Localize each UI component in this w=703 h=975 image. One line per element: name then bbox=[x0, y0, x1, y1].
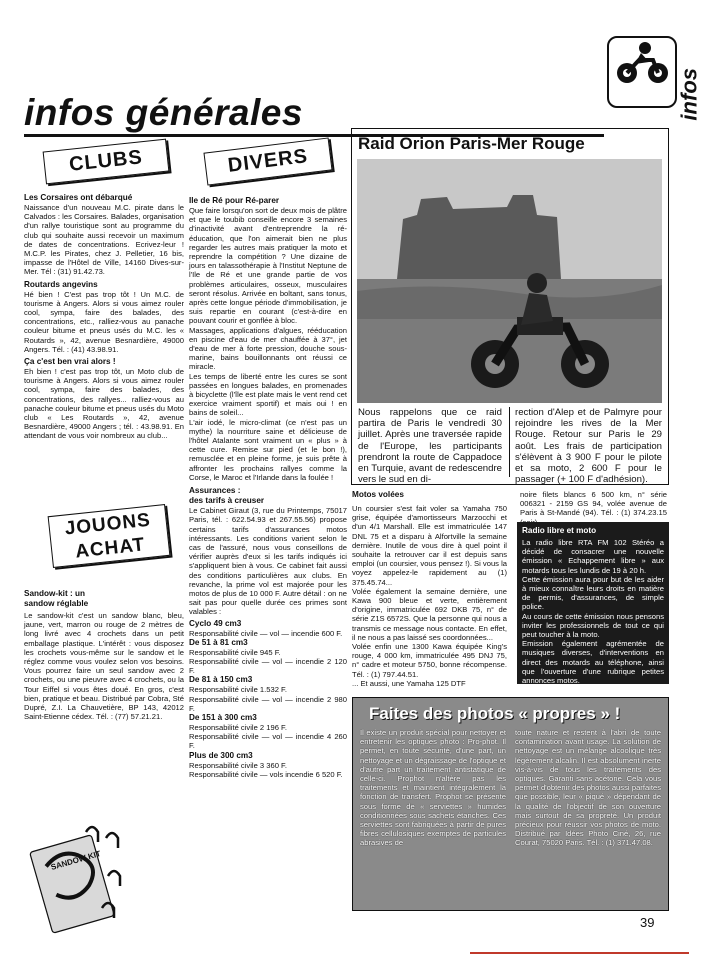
photos-title: Faites des photos « propres » ! bbox=[369, 704, 621, 723]
article-headline: des tarifs à creuser bbox=[189, 496, 265, 506]
stamp-line: ACHAT bbox=[74, 534, 147, 563]
divers-column bbox=[189, 196, 347, 779]
article-body: Emission également agrémentée de musiques diverses, d'interventions en direct des motards au téléphone, ainsi que l'ouverture d'une rubrique petites annonces motos. bbox=[522, 639, 664, 686]
article-headline: Motos volées bbox=[352, 490, 404, 499]
masthead-title: infos générales bbox=[24, 92, 303, 133]
article-body: Le Cabinet Giraut (3, rue du Printemps, 75017 Paris, tél. : 622.54.93 et 267.55.56) propose certains tarifs d'assurances motos intéressants. Les conditions varient selon le cas de l'assuré, nous vous conseillons de vérifier auprès d'eux si les tarifs indiqués ici s'appliquent bien à vous. Ce cabinet fait aussi des conditions particulières aux clubs. En revanche, la prime vol est majorée pour les motos de plus de 10 000 F. Autre détail : on ne sait pas pour quelle durée ces primes sont valables : bbox=[189, 506, 347, 617]
tarif-line: Responsabilité civile 3 360 F. bbox=[189, 760, 287, 770]
article-headline: Ile de Ré pour Ré-parer bbox=[189, 196, 280, 205]
article-headline: Sandow-kit : un bbox=[24, 589, 85, 598]
article-body: Volée également la semaine dernière, une Kawa 900 bleue et verte, entièrement d'origine, immatriculée 692 DKB 75, n° de série Z1S 6572S. Que la personne qui nous a transmis ce message nous contacte. En effet, il ne nous a pas laissé ses coordonnées... bbox=[352, 586, 507, 642]
clubs-column bbox=[24, 193, 184, 441]
tarif-line: Responsabilité civile — vol — incendie 2 980 F. bbox=[189, 694, 347, 713]
motos-volees-continued: noire filets blancs 6 500 km, n° série 006321 - 2159 GS 94, volée avenue de Paris à St-Mandé (94). Tél. : (1) 374.23.15 bbox=[520, 490, 667, 518]
tarif-category: Plus de 300 cm3 bbox=[189, 750, 253, 760]
tarif-list bbox=[189, 619, 347, 779]
infos-logo bbox=[607, 36, 702, 121]
tarif-line: Responsabilité civile 2 196 F. bbox=[189, 722, 287, 732]
tarif-category: De 51 à 81 cm3 bbox=[189, 637, 248, 647]
article-headline: Ça c'est ben vrai alors ! bbox=[24, 357, 116, 367]
package-label: SANDOW KIT bbox=[49, 849, 102, 872]
photos-box bbox=[352, 697, 669, 911]
tarif-line: Responsabilité civile — vols incendie 6 520 F. bbox=[189, 769, 343, 779]
article-body: Cette émission aura pour but de les aider à mieux connaître leurs droits en matière de permis, d'assurances, de simple police. bbox=[522, 574, 664, 612]
raid-title: Raid Orion Paris-Mer Rouge bbox=[358, 134, 585, 153]
article-body: La radio libre RTA FM 102 Stéréo a décidé de consacrer une nouvelle émission « Echappement libre » aux motards tous les lundis de 19 à 20 h. bbox=[522, 538, 664, 575]
raid-text-right: rection d'Alep et de Palmyre pour rejoindre les rives de la Mer Rouge. Retour sur Paris le 29 août. Les frais de participation s'élèvent à 3 900 F pour le pilote et sa moto, 2 600 F pour le passager (+ 100 F d'adhésion). bbox=[515, 407, 662, 486]
tarif-category: De 151 à 300 cm3 bbox=[189, 712, 257, 722]
tarif-item bbox=[189, 638, 347, 676]
divers-stamp: DIVERS bbox=[203, 137, 332, 185]
article-body: Eh bien ! c'est pas trop tôt, un Moto club de tourisme à Angers. Alors si vous aimez rouler cool, sympa, faire des balades, des concentrations, des rallyes... ralliez-vous au panache couleur bitume et pneus usés du Moto club « Les Routards », 42, avenue Besnardière, 49000 Angers ; tél. : 43.98.91. En attendant de vous voir nombreux au club... bbox=[24, 367, 184, 441]
motorcycle-rider-icon bbox=[611, 40, 673, 86]
tarif-item bbox=[189, 675, 347, 713]
article-headline: Les Corsaires ont débarqué bbox=[24, 193, 133, 202]
tarif-item bbox=[189, 713, 347, 751]
jouons-achat-stamp bbox=[48, 504, 171, 568]
sandow-article bbox=[24, 589, 184, 721]
tarif-item bbox=[189, 751, 347, 779]
tarif-line: Responsabilité civile — vol — incendie 4 260 F. bbox=[189, 732, 347, 751]
radio-libre-box bbox=[517, 522, 669, 684]
raid-photo bbox=[357, 159, 662, 403]
stamp-line: JOUONS bbox=[63, 509, 152, 540]
article-body: Que faire lorsqu'on sort de deux mois de plâtre et que le toubib conseille encore 3 semaines d'inactivité avant d'entreprendre la ré-éducation, que l'on aimerait bien ne plus regarder les autres mais pratiquer la moto et reprendre la compétition ? Une dizaine de jours en talassothérapie à l'Institut Neptune de l'Ile de Ré et une grande partie de vos problèmes articulaires, osseux, musculaires seront résolus. Arrivée en boltant, sans tonus, après cette longue période d'immobilisation, je suis repartie en courant (c'est-à-dire en pouvant courir et gonflée à bloc. bbox=[189, 206, 347, 326]
article-headline: sandow réglable bbox=[24, 599, 89, 608]
raid-divider bbox=[509, 407, 510, 477]
article-body: Les temps de liberté entre les cures se sont passées en longues balades, en promenades à bicyclette (l'île est plate mais le vent rend cet exercice vraiment sportif) et mais oui ! en bains de soleil... bbox=[189, 371, 347, 418]
article-body: Volée enfin une 1300 Kawa équipée King's rouge, 4 000 km, immatriculée 495 DNJ 75, n° cadre et moteur 5750, bonne récompense. Tél. : (1) 797.44.51. bbox=[352, 642, 507, 679]
article-body: Au cours de cette émission nous pensons inviter les professionnels de tout ce qui peut toucher à la moto. bbox=[522, 611, 664, 640]
article-headline: Radio libre et moto bbox=[522, 526, 597, 535]
tarif-line: Responsabilité civile — vol — incendie 600 F. bbox=[189, 628, 343, 638]
clubs-stamp: CLUBS bbox=[43, 139, 170, 185]
article-body: Hé bien ! C'est pas trop tôt ! Un M.C. de tourisme à Angers. Alors si vous aimez rouler cool, sympa, faire des balades, des concentrations, etc., ralliez-vous au panache couleur bitume et pneus usés du M.C. les « Routards », 42, avenue Besnardière, 49000 Angers. Tél. : (41) 43.98.91. bbox=[24, 289, 184, 354]
article-body: L'air iodé, le micro-climat (ce n'est pas un mythe) la nourriture saine et délicieuse de l'hôtel Atalante sont vraiment un « plus » à cette cure. Remise sur pied (et le bon !), remusclée et en pleine forme, je suis prête à affronter les prochains rallyes comme la Corse, le Maroc et l'Irlande dans la foulée ! bbox=[189, 417, 347, 482]
logo-text: infos bbox=[677, 68, 702, 121]
article-body: ... Et aussi, une Yamaha 125 DTF bbox=[352, 678, 466, 688]
article-body: Naissance d'un nouveau M.C. pirate dans le Calvados : les Corsaires. Balades, organisation d'un rallye touristique sont au programme du club qui souhaite aussi recevoir un maximum de dates de concentrations. Ecrivez-leur ! M.C.P. les Pirates, chez J. Pelletier, 16 bis, impasse de l'Hôtel de Ville, 14160 Dives-sur-Mer. Tél : (31) 91.42.73. bbox=[24, 203, 184, 277]
tarif-line: Responsabilité civile 945 F. bbox=[189, 647, 281, 657]
tarif-item bbox=[189, 619, 347, 638]
article-body: Massages, applications d'algues, rééducation en piscine d'eau de mer chauffée à 37°, jet d'eau de mer à forte pression, douche sous-marine, bains bouillonnants ont réussi ce miracle. bbox=[189, 325, 347, 372]
photos-text-right: toute nature et restent à l'abri de toute contamination avant usage. La solution de nettoyage est un mélange alcoolique très légèrement alcalin. Il est absolument inerte vis-à-vis de tous les traitements des optiques. Garanti sans acétone. Cela vous permet d'obtenir des photos aussi parfaites que possible, leur « piqué » dépendant de la qualité de l'objectif de son ouverture mais surtout de sa propreté. Un produit précieux pour réussir vos photos de moto. Distribué par Idées Photo Ciné, 26, rue Courat, 75020 Paris. Tél. : (1) 371.47.08. bbox=[515, 728, 661, 848]
tarif-line: Responsabilité civile — vol — incendie 2 120 F. bbox=[189, 656, 347, 676]
motos-volees-article bbox=[352, 490, 507, 688]
page-number: 39 bbox=[640, 915, 655, 930]
article-headline: Assurances : bbox=[189, 486, 241, 496]
article-body: Un coursier s'est fait voler sa Yamaha 750 grise, équipée d'amortisseurs Marzocchi et d'un 4/1 Marshall. Elle est immatriculée 147 DNL 75 et a disparu à Alfortville la semaine dernière. Inutile de vous dire à quel point il souhaite la retrouver car il est depuis sans emploi (un coursier, vous pensez !). Si vous la voyez appelez-le rapidement au (1) 375.45.74... bbox=[352, 504, 507, 587]
bottom-rule bbox=[470, 952, 689, 954]
tarif-category: De 81 à 150 cm3 bbox=[189, 675, 253, 685]
photos-text-left: Il existe un produit spécial pour nettoyer et entretenir les optiques photo : Pro-phot. Il permet, en toute sécurité, d'une part, un nettoyage et un dégraissage de l'optique et d'autre part un traitement antistatique de celle-ci. Prophot n'altère pas les traitements et maintient intégralement la fonction de transfert. Prophot se présente sous forme de « serviettes » humides conditionnées sous sachets étanches. Ces serviettes sont fabriquées à partir de pures fibres cellulosiques exemptes de particules abrasives de bbox=[360, 728, 506, 848]
sandow-kit-photo bbox=[24, 820, 134, 944]
tarif-category: Cyclo 49 cm3 bbox=[189, 618, 242, 628]
article-body: Le sandow-kit c'est un sandow blanc, bleu, jaune, vert, marron ou rouge de 2 mètres de long livré avec 4 crochets dans un petit emballage plastique. L'intérêt : vous disposez les crochets vous-même sur le sandow et le réglez comme vous voulez selon vos besoins. Vous pourrez faire un seul sandow avec 2 crochets, ou une pieuvre avec 4 crochets, ou la Tour Eiffel si vous êtes doué. En gros, c'est bien, pratique et beau. Distribué par Cobra, Sté Dupré, Z.I. La Chauvetière, BP 143, 42012 Saint-Etienne cédex. Tél. : (77) 57.21.21. bbox=[24, 611, 184, 722]
article-headline: Routards angevins bbox=[24, 279, 98, 289]
tarif-line: Responsabilité civile 1.532 F. bbox=[189, 685, 287, 695]
raid-orion-box bbox=[351, 128, 669, 485]
raid-text-left: Nous rappelons que ce raid partira de Paris le vendredi 30 juillet. Après une traversée rapide de l'Europe, les participants prendront la route de Cappadoce en Turquie, avant de redescendre vers le sud en di- bbox=[358, 407, 502, 486]
